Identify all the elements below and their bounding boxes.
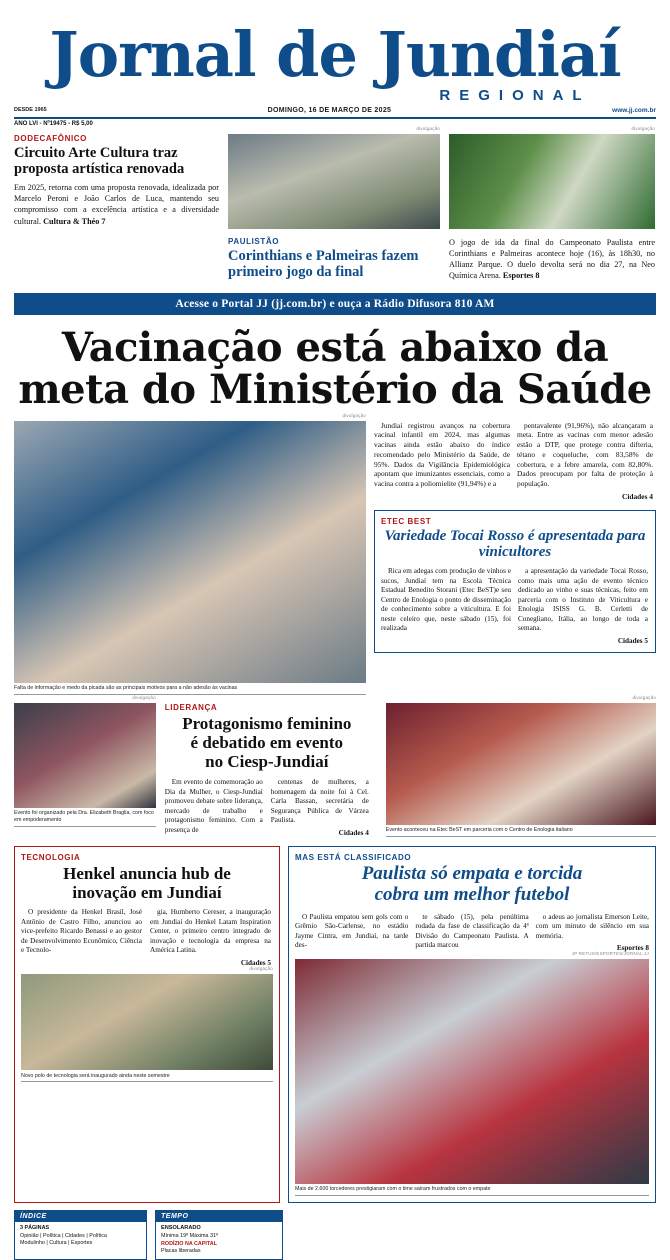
etec-paragraph: a apresentação da variedade Tocai Rosso, como mais uma ação de evento técnico dedicado ao vinho e suas técnicas, feito em parceria com o Instituto de Viticultura e Enologia ISISS G. B. Cerletti de Conegliano, Itália, ao longo de toda a semana. <box>518 567 648 633</box>
indice-title: ÍNDICE <box>15 1211 146 1222</box>
tecnologia-kicker: TECNOLOGIA <box>21 853 81 863</box>
lideranca-column-2 <box>271 778 369 838</box>
wine-photo-block <box>385 694 656 838</box>
etec-column-1 <box>381 567 511 646</box>
lead-paragraph: pentavalente (91,96%), não alcançaram a meta. Entre as vacinas com menor adesão estão a DTP, que protege contra difteria, tétano e coqueluche, com 83,58% de cobertura, e a febre amarela, com 82,80%. Dados preocupam por falta de proteção à população. <box>517 420 653 489</box>
headline-line-1: Protagonismo feminino <box>182 713 352 733</box>
teaser-text-row <box>14 233 656 285</box>
tecnologia-column-2 <box>150 908 271 968</box>
lideranca-column-1 <box>165 778 263 838</box>
tecnologia-paragraph: O presidente da Henkel Brasil, José Antônio de Castro Filho, anunciou ao vice-prefeito Ricardo Benassi e ao gestor de Desenvolvimento Econômico, Ciência e Tecnolo- <box>21 908 142 955</box>
tecnologia-paragraph: gia, Humberto Cereser, a inauguração em Jundiaí do Henkel Latam Inspiration Center, o primeiro centro integrado de inovação e tecnologia da empresa na América Latina. <box>150 908 271 955</box>
clinic-photo <box>228 134 440 229</box>
photo-credit: divulgação <box>249 966 273 972</box>
tempo-rodizio: RODÍZIO NA CAPITAL <box>161 1240 217 1247</box>
page-ref: Esportes 8 <box>616 944 649 953</box>
bottom-story-row <box>14 846 656 1203</box>
photo-caption: Evento aconteceu na Etec BeST em parceria com o Centro de Enologia italiano <box>386 825 656 837</box>
lideranca-kicker: LIDERANÇA <box>164 702 218 712</box>
website-link[interactable]: www.jj.com.br <box>612 106 656 114</box>
tempo-status: ENSOLARADO <box>161 1225 201 1232</box>
lead-story <box>14 412 656 695</box>
tecnologia-columns <box>21 908 273 968</box>
tempo-title: TEMPO <box>156 1211 282 1222</box>
teaser-headline[interactable]: Corinthians e Palmeiras fazem primeiro jogo da final <box>228 247 419 281</box>
page-ref: Cidades 4 <box>338 828 369 837</box>
headline-line-2: cobra um melhor futebol <box>374 883 570 905</box>
teaser-kicker: DODECAFÔNICO <box>14 133 87 143</box>
footer-row <box>14 1210 656 1260</box>
lead-column-1 <box>374 421 510 502</box>
tempo-temps: Mínima 19º Máxima 31º <box>161 1233 218 1239</box>
tecnologia-box[interactable] <box>14 846 280 1203</box>
masthead <box>14 8 656 104</box>
lideranca-headline[interactable] <box>165 714 369 771</box>
paulista-columns <box>295 913 649 954</box>
lideranca-columns <box>165 778 369 838</box>
photo-caption: Novo polo de tecnologia será inaugurado ainda neste semestre <box>21 1070 273 1082</box>
teaser-dodecafonico[interactable] <box>14 134 219 233</box>
indice-line-1: Opinião | Política | Cidades | Política <box>20 1232 107 1239</box>
etec-columns <box>381 567 649 646</box>
headline-line-2: é debatido em evento <box>190 732 344 752</box>
etec-headline[interactable]: Variedade Tocai Rosso é apresentada para vinicultores <box>384 527 646 561</box>
headline-line-1: Vacinação está abaixo da <box>61 324 609 372</box>
lead-paragraph: Jundiaí registrou avanços na cobertura vacinal infantil em 2024, mas algumas vacinas ainda estão abaixo do índice recomendado pelo Ministério da Saúde, de 95%. Dados da Vigilância Epidemiológica apontam que imunizantes essenciais, como a vacina contra a poliomielite (91,94%) e a <box>374 420 510 489</box>
photo-credit: divulgação <box>342 412 366 418</box>
lideranca-photo-block <box>14 694 156 838</box>
photo-credit: divulgação <box>132 694 156 700</box>
paulista-kicker: MAS ESTÁ CLASSIFICADO <box>295 853 412 863</box>
paulista-box[interactable] <box>288 846 656 1203</box>
soccer-photo <box>449 134 655 229</box>
paulista-paragraph: te sábado (15), pela penúltima rodada da fase de classificação da 4ª Divisão do Campeonato Paulista. A partida marcou <box>415 912 529 950</box>
tempo-plates: Placas liberadas <box>161 1248 201 1255</box>
teaser-page-ref: Cultura & Théo 7 <box>43 216 106 226</box>
paulista-column-1 <box>295 913 408 954</box>
paulista-paragraph: O Paulista empatou sem gols com o Grêmio São-Carlense, no estádio Jayme Cintra, em Jundiaí, na tarde des- <box>295 912 409 950</box>
henkel-building-photo <box>21 974 273 1070</box>
teaser-photo-clinic <box>228 125 440 233</box>
headline-line-2: meta do Ministério da Saúde <box>18 365 652 413</box>
page-ref: Cidades 5 <box>240 958 271 967</box>
paulista-column-2 <box>415 913 528 954</box>
tempo-body <box>156 1222 282 1259</box>
paulista-paragraph: o adeus ao jornalista Emerson Leite, com um minuto de silêncio em sua memória. <box>535 912 649 940</box>
second-story-row <box>14 694 656 838</box>
teaser-headline[interactable]: Circuito Arte Cultura traz proposta artística renovada <box>14 144 185 178</box>
tecnologia-headline[interactable] <box>21 864 273 902</box>
top-teaser-row <box>14 127 656 233</box>
lideranca-paragraph: centenas de mulheres, a homenagem da noite foi à Cel. Carla Bassan, secretária de Segurança Pública de Várzea Paulista. <box>270 778 369 825</box>
teaser-kicker: PAULISTÃO <box>228 236 280 246</box>
etec-paragraph: Rica em adegas com produção de vinhos e sucos, Jundiaí tem na Escola Técnica Estadual Benedito Storani (Etec BeST)e seu Centro de Enologia o ponto de disseminação de conhecimento sobre a viticultura. E foi neste celeiro que, neste sábado (15), foi realizada <box>381 567 511 633</box>
page-ref: Cidades 4 <box>621 491 653 501</box>
paulista-column-3 <box>536 913 649 954</box>
newspaper-title: Jornal de Jundiaí <box>49 18 621 91</box>
tecnologia-column-1 <box>21 908 142 968</box>
photo-caption: Falta de informação e medo da picada são as principais motivos para a não adesão às vacinas <box>14 683 366 695</box>
tempo-box[interactable] <box>155 1210 283 1260</box>
lideranca-paragraph: Em evento de comemoração ao Dia da Mulher, o Ciesp-Jundiaí promoveu debate sobre liderança, mercado de trabalho e protagonismo feminino. Com a presença de <box>164 778 263 834</box>
indice-body <box>15 1222 146 1251</box>
teaser-text: Em 2025, retorna com uma proposta renovada, idealizada por Marcelo Peroni e João Carlos de Luca, mantendo seu compromisso com a excelência artística e a diversidade cultural. Cultura & Théo 7 <box>14 183 219 226</box>
photo-caption: Mais de 2.600 torcedores prestigiaram com o time saíram frustrados com o empate <box>295 1184 649 1196</box>
headline-line-3: no Ciesp-Jundiaí <box>205 751 329 771</box>
lideranca-photo <box>14 703 156 808</box>
lead-text-columns <box>374 421 656 502</box>
page-title <box>14 324 656 413</box>
indice-line-2: Modulinho | Cultura | Esportes <box>20 1240 93 1247</box>
wine-photo <box>386 703 656 825</box>
etec-story-box[interactable] <box>374 510 656 654</box>
teaser-paulistao-body[interactable] <box>228 237 440 285</box>
masthead-subtitle: REGIONAL <box>439 86 591 104</box>
indice-box[interactable] <box>14 1210 147 1260</box>
photo-credit: divulgação <box>631 125 655 131</box>
indice-section: 3 PÁGINAS <box>20 1225 50 1232</box>
lead-column-2 <box>517 421 653 502</box>
headline-line-1: Henkel anuncia hub de <box>63 864 231 884</box>
paulista-headline[interactable] <box>295 864 649 906</box>
photo-caption: Evento foi organizado pela Dra. Elizabeth Braglia, com foco em empoderamento <box>14 808 156 827</box>
photo-credit: divulgação <box>632 694 656 700</box>
promo-bar[interactable]: Acesse o Portal JJ (jj.com.br) e ouça a Rádio Difusora 810 AM <box>14 293 656 315</box>
lideranca-story[interactable] <box>165 703 369 838</box>
headline-line-2: inovação em Jundiaí <box>72 883 222 903</box>
photo-credit: JP RETUS/ESPORTES/JORNAL JJ <box>571 950 649 956</box>
headline-line-1: Paulista só empata e torcida <box>361 863 583 885</box>
edition-info <box>14 107 47 113</box>
photo-credit: divulgação <box>416 125 440 131</box>
paulista-team-photo <box>295 959 649 1184</box>
masthead-info-bar <box>14 104 656 119</box>
teaser-paulistao[interactable] <box>449 125 655 233</box>
teaser-text: O jogo de ida da final do Campeonato Paulista entre Corinthians e Palmeiras acontece hoje (16), às 18h30, no Allianz Parque. O duelo devolta será no dia 27, na Neo Química Arena. Esportes 8 <box>449 237 655 281</box>
etec-kicker: ETEC BEST <box>381 516 432 526</box>
page-ref: Cidades 5 <box>617 636 648 645</box>
issue-date: DOMINGO, 16 DE MARÇO DE 2025 <box>267 106 392 114</box>
teaser-paulistao-text <box>449 237 655 285</box>
since-label: DESDE 1965 <box>14 107 47 114</box>
vaccination-photo <box>14 421 366 683</box>
edition-number: ANO LVI - Nº19475 - R$ 5,00 <box>14 120 93 127</box>
lead-photo-block <box>14 412 366 695</box>
etec-column-2 <box>518 567 648 646</box>
teaser-page-ref: Esportes 8 <box>502 271 540 281</box>
